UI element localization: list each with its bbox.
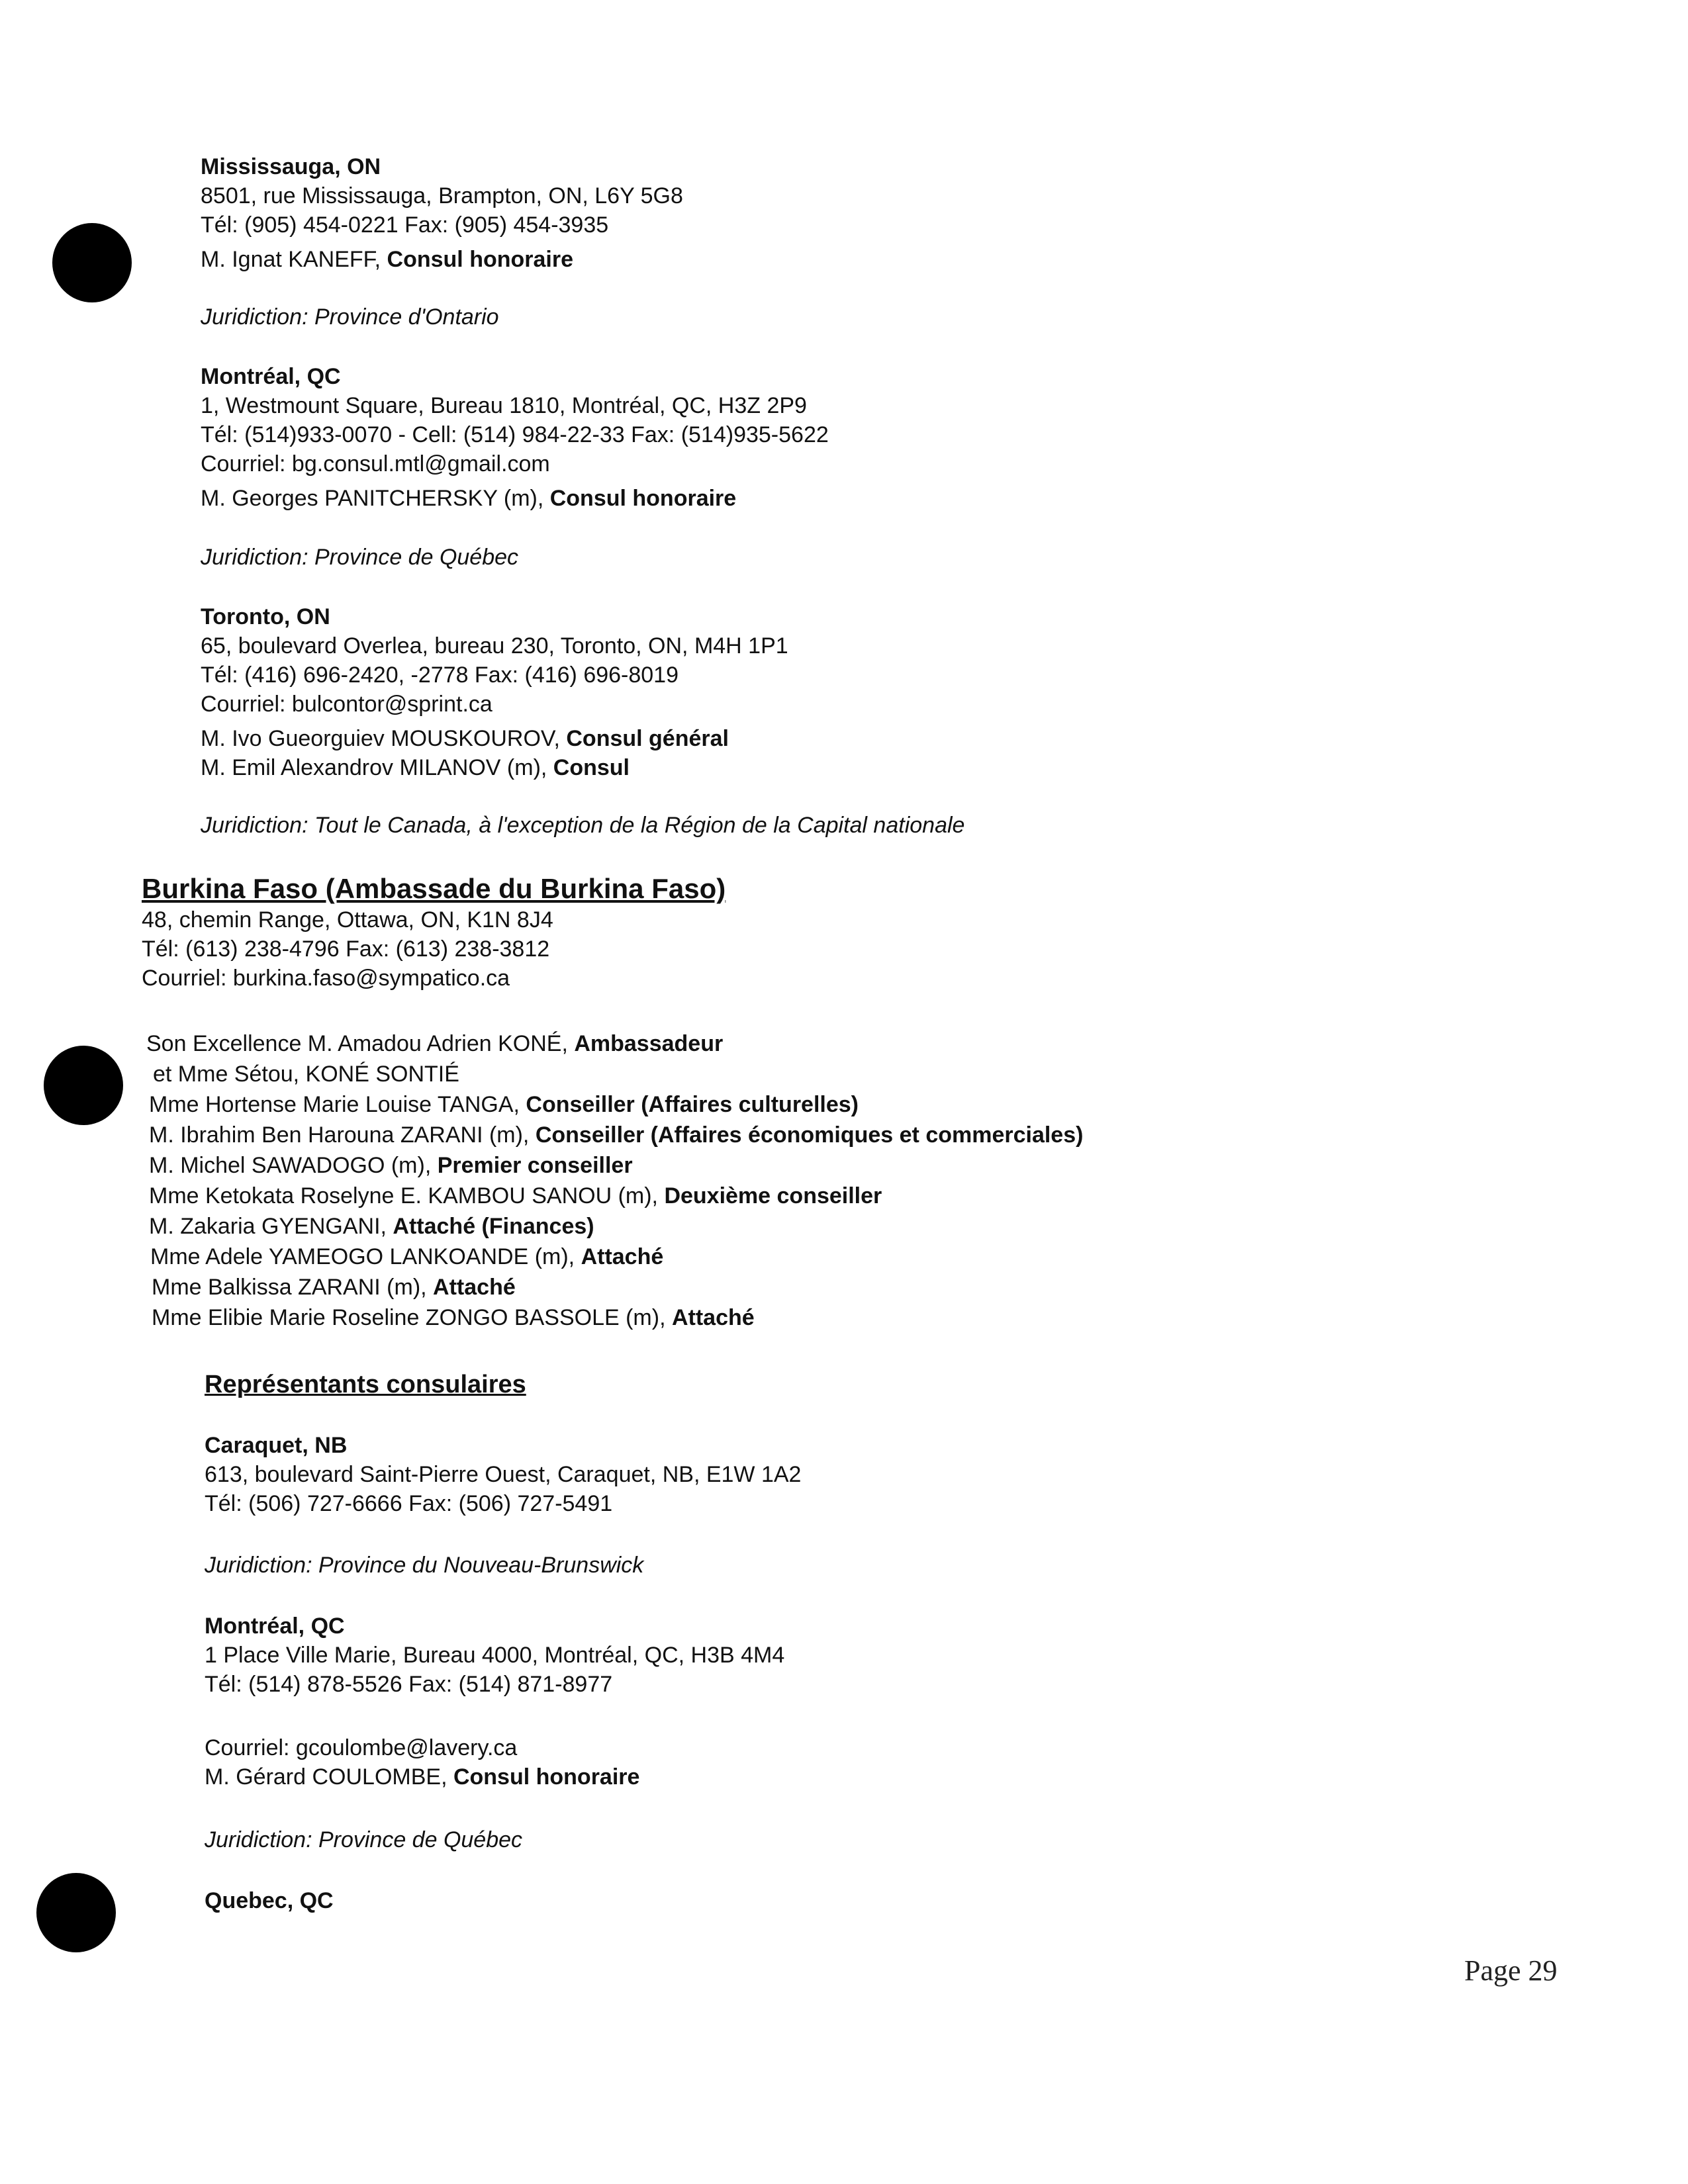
consul-title: Consul [553,755,630,780]
staff-title: Attaché [581,1244,664,1269]
consulate-phone: Tél: (514) 878-5526 Fax: (514) 871-8977 [205,1672,613,1697]
consul-title: Consul honoraire [453,1764,640,1790]
consul-line [201,724,788,753]
staff-title: Premier conseiller [437,1153,633,1178]
staff-name: M. Ibrahim Ben Harouna ZARANI (m), [149,1122,536,1148]
consulate-email: Courriel: gcoulombe@lavery.ca [205,1735,518,1760]
staff-name: Mme Adele YAMEOGO LANKOANDE (m), [150,1244,581,1269]
consulate-email: Courriel: bulcontor@sprint.ca [201,692,492,717]
consul-title: Consul honoraire [387,247,573,272]
jurisdiction-caraquet: Juridiction: Province du Nouveau-Brunswick [205,1553,644,1578]
staff-row [152,1303,1083,1334]
embassy-burkina-faso [142,872,726,993]
staff-name: Son Excellence M. Amadou Adrien KONÉ, [146,1031,575,1056]
staff-row [152,1273,1083,1303]
staff-row [146,1029,1083,1060]
punch-hole-middle [44,1046,123,1125]
consulate-city: Montréal, QC [205,1614,345,1639]
consul-title: Consul général [566,726,729,751]
consul-line [201,245,683,274]
embassy-phone: Tél: (613) 238-4796 Fax: (613) 238-3812 [142,936,550,962]
consulate-phone: Tél: (416) 696-2420, -2778 Fax: (416) 696-8019 [201,662,679,688]
consul-name: M. Gérard COULOMBE, [205,1764,453,1790]
staff-title: Attaché [433,1275,516,1300]
jurisdiction-montreal: Juridiction: Province de Québec [201,545,519,570]
consul-title: Consul honoraire [549,486,737,511]
staff-row [149,1151,1083,1181]
consulate-address: 8501, rue Mississauga, Brampton, ON, L6Y 5G8 [201,183,683,208]
staff-title: Conseiller (Affaires économiques et commerciales) [535,1122,1084,1148]
staff-row [149,1120,1083,1151]
consulate-phone: Tél: (905) 454-0221 Fax: (905) 454-3935 [201,212,609,238]
consul-name: M. Ivo Gueorguiev MOUSKOUROV, [201,726,567,751]
staff-title: Ambassadeur [574,1031,724,1056]
consulate-address: 1 Place Ville Marie, Bureau 4000, Montréal, QC, H3B 4M4 [205,1643,785,1668]
staff-row [153,1060,1083,1090]
punch-hole-bottom [36,1873,116,1952]
consulate-toronto [201,602,788,782]
embassy-staff-list [146,1029,1083,1334]
consulate-address: 1, Westmount Square, Bureau 1810, Montréal, QC, H3Z 2P9 [201,393,807,418]
staff-row [149,1181,1083,1212]
consulate-phone: Tél: (506) 727-6666 Fax: (506) 727-5491 [205,1491,613,1516]
consulate-city-quebec: Quebec, QC [205,1888,334,1913]
consul-line [201,753,788,782]
consul-line [201,484,829,513]
punch-hole-top [52,223,132,302]
consulate-email: Courriel: bg.consul.mtl@gmail.com [201,451,550,477]
staff-title: Deuxième conseiller [664,1183,882,1208]
staff-title: Conseiller (Affaires culturelles) [526,1092,859,1117]
consulate-caraquet [205,1431,801,1518]
staff-name: Mme Elibie Marie Roseline ZONGO BASSOLE (m), [152,1305,672,1330]
page-number: Page 29 [1464,1954,1558,1987]
embassy-address: 48, chemin Range, Ottawa, ON, K1N 8J4 [142,907,553,933]
staff-name: Mme Hortense Marie Louise TANGA, [149,1092,526,1117]
consulate-montreal-bf [205,1612,784,1792]
staff-row [150,1242,1083,1273]
consulate-city: Caraquet, NB [205,1433,348,1458]
staff-name: M. Michel SAWADOGO (m), [149,1153,438,1178]
staff-title: Attaché [671,1305,755,1330]
staff-name: Mme Balkissa ZARANI (m), [152,1275,434,1300]
jurisdiction-mississauga: Juridiction: Province d'Ontario [201,304,499,330]
embassy-email: Courriel: burkina.faso@sympatico.ca [142,966,510,991]
country-heading: Burkina Faso (Ambassade du Burkina Faso) [142,873,726,904]
consulate-montreal [201,362,829,513]
consul-name: M. Emil Alexandrov MILANOV (m), [201,755,553,780]
consul-line [205,1762,784,1792]
consulate-phone: Tél: (514)933-0070 - Cell: (514) 984-22-33 Fax: (514)935-5622 [201,422,829,447]
section-heading-consular-reps: Représentants consulaires [205,1371,526,1398]
consulate-city: Montréal, QC [201,364,341,389]
staff-row [149,1090,1083,1120]
consulate-city: Toronto, ON [201,604,330,629]
consul-name: M. Ignat KANEFF, [201,247,387,272]
staff-name: M. Zakaria GYENGANI, [149,1214,393,1239]
staff-title: Attaché (Finances) [393,1214,594,1239]
staff-name: et Mme Sétou, KONÉ SONTIÉ [153,1062,459,1087]
jurisdiction-montreal-bf: Juridiction: Province de Québec [205,1827,523,1852]
consulate-city: Mississauga, ON [201,154,381,179]
consul-name: M. Georges PANITCHERSKY (m), [201,486,550,511]
jurisdiction-toronto: Juridiction: Tout le Canada, à l'exception de la Région de la Capital nationale [201,813,965,838]
staff-name: Mme Ketokata Roselyne E. KAMBOU SANOU (m), [149,1183,665,1208]
consulate-address: 613, boulevard Saint-Pierre Ouest, Caraquet, NB, E1W 1A2 [205,1462,802,1487]
consulate-mississauga [201,152,683,274]
staff-row [149,1212,1083,1242]
consulate-address: 65, boulevard Overlea, bureau 230, Toronto, ON, M4H 1P1 [201,633,788,659]
